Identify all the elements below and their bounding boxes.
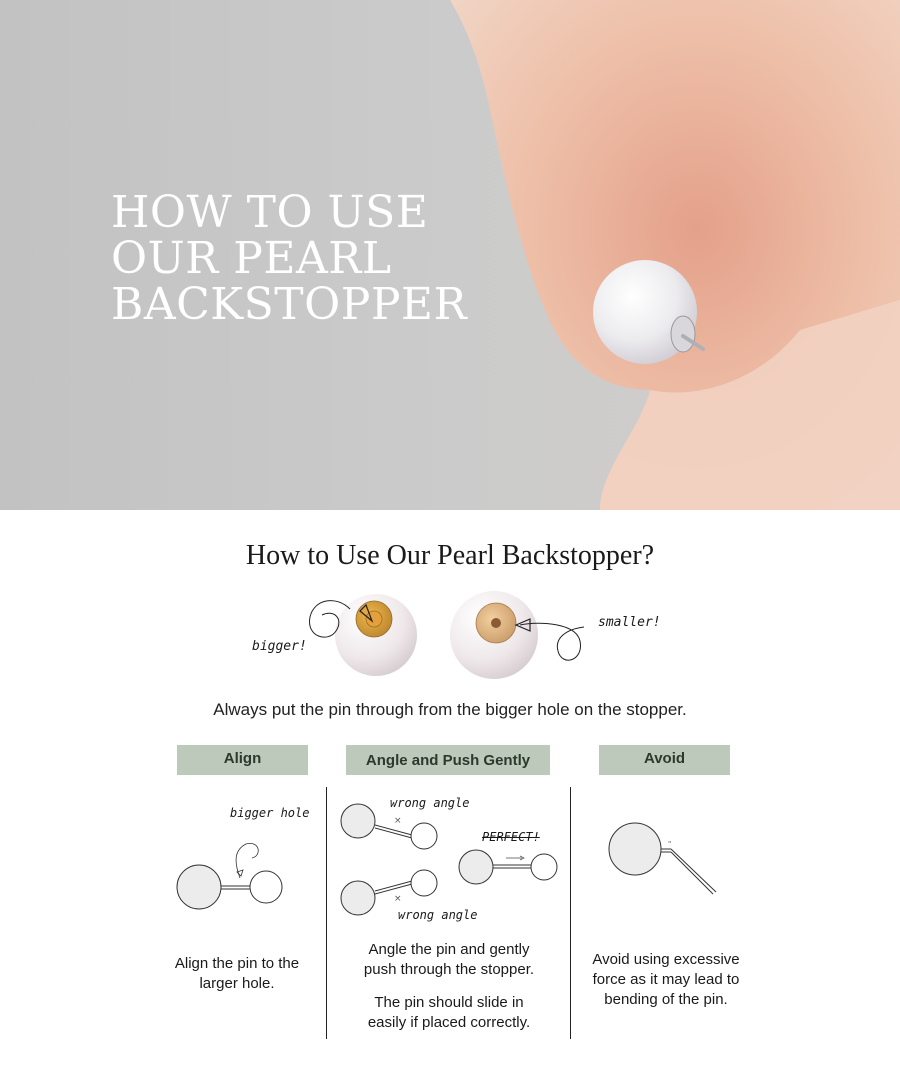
pearl-smaller-side (450, 591, 584, 679)
note-line: The pin should slide in (374, 994, 524, 1011)
pearl-bigger-side (310, 594, 417, 676)
angle-diagram (336, 795, 566, 925)
caption-line: force as it may lead to (592, 971, 740, 988)
hero-banner (0, 0, 900, 510)
label-bigger: bigger! (252, 639, 307, 654)
svg-text:×: × (394, 816, 402, 826)
avoid-caption (576, 950, 756, 1010)
label-smaller: smaller! (598, 615, 661, 630)
caption-line: push through the stopper. (363, 961, 535, 978)
hero-title-line: HOW TO USE (111, 187, 429, 238)
label-wrong-angle-bottom: wrong angle (398, 908, 478, 922)
label-wrong-angle-top: wrong angle (390, 796, 470, 810)
label-bigger-hole: bigger hole (230, 806, 310, 820)
label-perfect: PERFECT! (482, 830, 540, 844)
caption-line: Angle the pin and gently (368, 941, 530, 958)
svg-text:": " (668, 840, 672, 848)
caption-line: larger hole. (199, 975, 275, 992)
hero-title (111, 187, 468, 330)
hero-title-line: BACKSTOPPER (111, 279, 468, 330)
tab-align: Align (177, 745, 308, 775)
caption-line: bending of the pin. (604, 991, 728, 1008)
caption-line: Align the pin to the (174, 955, 300, 972)
section-title: How to Use Our Pearl Backstopper? (245, 540, 655, 571)
instruction-text: Always put the pin through from the bigger hole on the stopper. (213, 700, 687, 719)
tab-angle-and-push: Angle and Push Gently (346, 745, 550, 775)
hero-title-line: OUR PEARL (111, 233, 392, 284)
align-caption (157, 954, 317, 994)
angle-caption (336, 940, 562, 980)
column-divider (326, 787, 327, 1039)
stopper-illustration (240, 585, 680, 685)
svg-text:×: × (394, 894, 402, 904)
avoid-diagram (600, 815, 730, 905)
column-divider (570, 787, 571, 1039)
angle-note (336, 993, 562, 1033)
note-line: easily if placed correctly. (367, 1014, 531, 1031)
tab-avoid: Avoid (599, 745, 730, 775)
caption-line: Avoid using excessive (592, 951, 740, 968)
